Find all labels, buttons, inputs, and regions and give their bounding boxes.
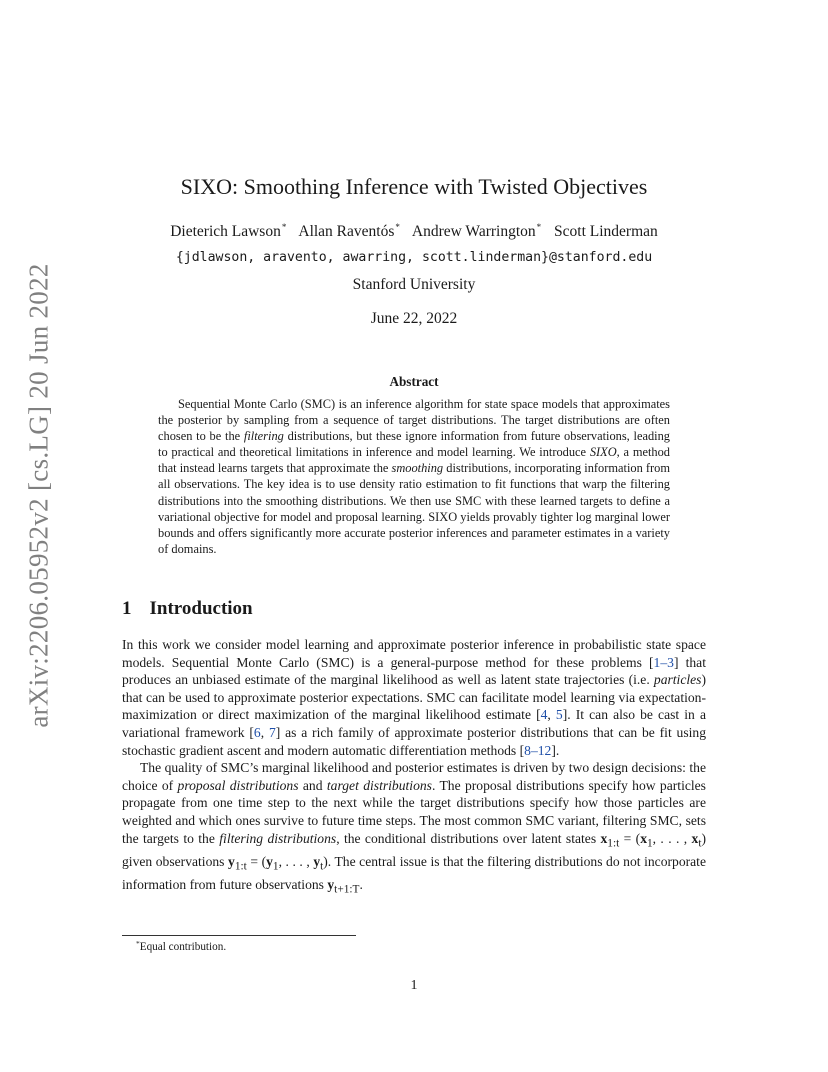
author-name: Allan Raventós	[298, 223, 395, 240]
abstract-body	[158, 396, 670, 557]
paper-title: SIXO: Smoothing Inference with Twisted Objectives	[180, 174, 648, 199]
abstract-text: Sequential Monte Carlo (SMC) is an inference algorithm for state space models that approximates the posterior by sampling from a sequence of target distributions. The target distributions are often chosen to be the	[158, 397, 670, 444]
author-name: Andrew Warrington	[411, 223, 536, 240]
abstract-text: distributions, but these ignore information from future observations, leading to practical and theoretical limitations in inference and model learning. We introduce	[158, 429, 670, 460]
author-list	[0, 222, 828, 241]
section-number: 1	[122, 598, 132, 619]
abstract-emph: smoothing	[391, 461, 444, 476]
footnote-mark: *	[136, 939, 140, 948]
author-mark: *	[395, 222, 400, 232]
abstract-emph: SIXO	[589, 445, 617, 460]
abstract-emph: filtering	[243, 429, 284, 444]
citation-link[interactable]: 4	[540, 707, 548, 723]
citation-link[interactable]: 7	[268, 724, 276, 740]
paper-date: June 22, 2022	[370, 310, 458, 327]
abstract-heading: Abstract	[389, 374, 439, 389]
page-number: 1	[410, 978, 418, 993]
intro-paragraph-2: The quality of SMC’s marginal likelihood and posterior estimates is driven by two design decisions: the choice of proposal distributions and target distributions. The proposal distributions specify how particles propagate from one time step to the next while the target distributions specify how those particles are weighted and which ones survive to future time steps. The most common SMC variant, filtering SMC, sets the targets to the filtering distributions, the conditional distributions over latent states $x_{1:t} = (x_1$, . . . , $x_t$) given observations $y_{1:t} = (y_1$, . . . , $y_t$). The central issue is that the filtering distributions do not incorporate information from future observations $y_{t+1:T}$.	[122, 760, 706, 896]
abstract-text: distributions, incorporating information from all observations. The key idea is to use density ratio estimation to fit functions that warp the filtering distributions into the smoothing distributions. We then use SMC with these learned targets to define a variational objective for model and proposal learning. SIXO yields provably tighter log marginal lower bounds and offers significantly more accurate posterior inferences and parameter estimates in a variety of domains.	[158, 461, 670, 556]
author-name: Scott Linderman	[554, 223, 658, 240]
section-title: Introduction	[149, 598, 253, 619]
author-emails: {jdlawson, aravento, awarring, scott.linderman}@stanford.edu	[175, 250, 653, 265]
citation-link[interactable]: 5	[555, 707, 563, 723]
citation-link[interactable]: 6	[253, 724, 261, 740]
arxiv-stamp	[16, 262, 62, 728]
footnote	[136, 939, 226, 953]
affiliation: Stanford University	[352, 276, 476, 293]
intro-paragraph-1: In this work we consider model learning and approximate posterior inference in probabilistic state space models. Sequential Monte Carlo (SMC) is a general-purpose method for these problems [1–3] that produces an unbiased estimate of the marginal likelihood as well as latent state trajectories (i.e. particles) that can be used to approximate posterior expectations. SMC can facilitate model learning via expectation-maximization or direct maximization of the marginal likelihood estimate [4, 5]. It can also be cast in a variational framework [6, 7] as a rich family of approximate posterior distributions that can be fit using stochastic gradient ascent and modern automatic differentiation methods [8–12].	[122, 637, 706, 758]
footnote-text: Equal contribution.	[139, 941, 227, 953]
author-name: Dieterich Lawson	[170, 223, 281, 240]
citation-link[interactable]: 1–3	[653, 654, 674, 670]
arxiv-stamp-text: arXiv:2206.05952v2 [cs.LG] 20 Jun 2022	[23, 262, 54, 728]
section-heading	[122, 598, 253, 620]
abstract-text: , a method that instead learns targets that approximate the	[158, 445, 670, 476]
intro-body	[122, 636, 706, 899]
author-mark: *	[536, 222, 542, 232]
footnote-rule	[122, 935, 356, 936]
author-mark: *	[281, 222, 287, 232]
citation-link[interactable]: 8–12	[524, 742, 552, 758]
